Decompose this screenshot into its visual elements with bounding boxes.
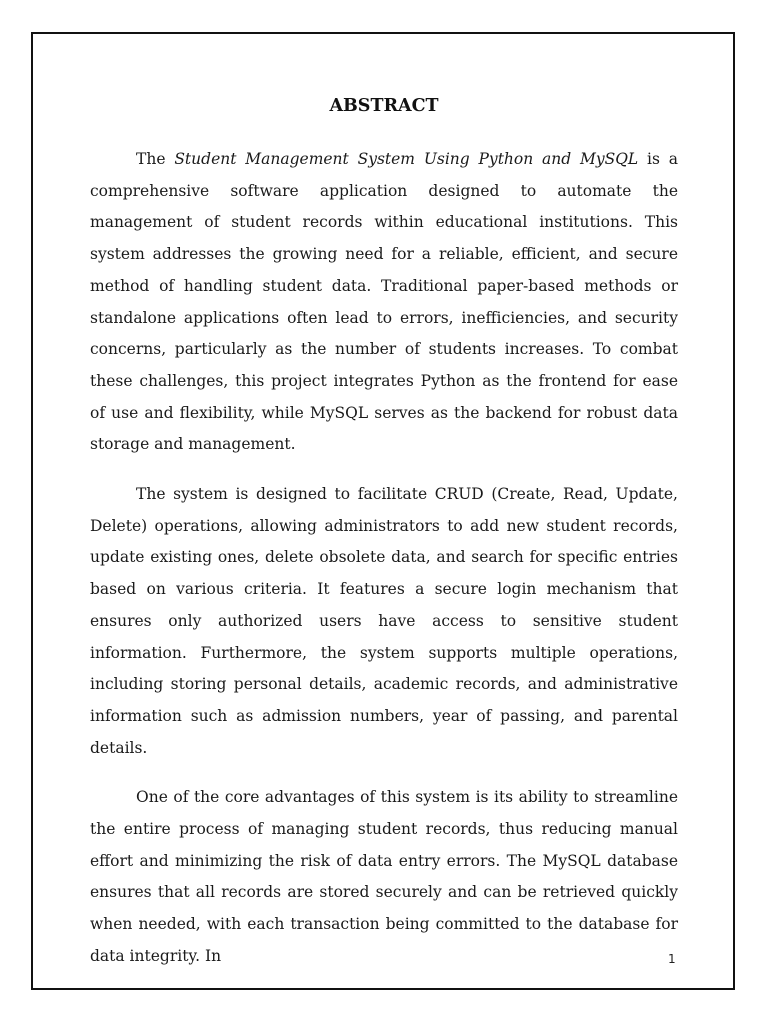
- paragraph-2: The system is designed to facilitate CRUD (Create, Read, Update, Delete) operations, allowing administrators to add new student records, update existing ones, delete obsolete data, and search for specific entries based on various criteria. It features a secure login mechanism that ensures only authorized users have access to sensitive student information. Furthermore, the system supports multiple operations, including storing personal details, academic records, and administrative information such as admission numbers, year of passing, and parental details.: [90, 485, 678, 757]
- paragraph-1-intro: The: [136, 150, 175, 168]
- project-title-italic: Student Management System Using Python and MySQL: [174, 150, 639, 168]
- document-body: [90, 92, 678, 991]
- paragraph-1: [90, 144, 678, 461]
- paragraph-3: One of the core advantages of this system is its ability to streamline the entire process of managing student records, thus reducing manual effort and minimizing the risk of data entry errors. The MySQL database ensures that all records are stored securely and can be retrieved quickly when needed, with each transaction being committed to the database for data integrity. In: [90, 788, 678, 965]
- abstract-heading: ABSTRACT: [329, 96, 439, 116]
- page-number: 1: [668, 952, 676, 966]
- paragraph-1-text: is a comprehensive software application designed to automate the management of student records within educational institutions. This system addresses the growing need for a reliable, efficient, and secure method of handling student data. Traditional paper-based methods or standalone applications often lead to errors, inefficiencies, and security concerns, particularly as the number of students increases. To combat these challenges, this project integrates Python as the frontend for ease of use and flexibility, while MySQL serves as the backend for robust data storage and management.: [90, 150, 679, 454]
